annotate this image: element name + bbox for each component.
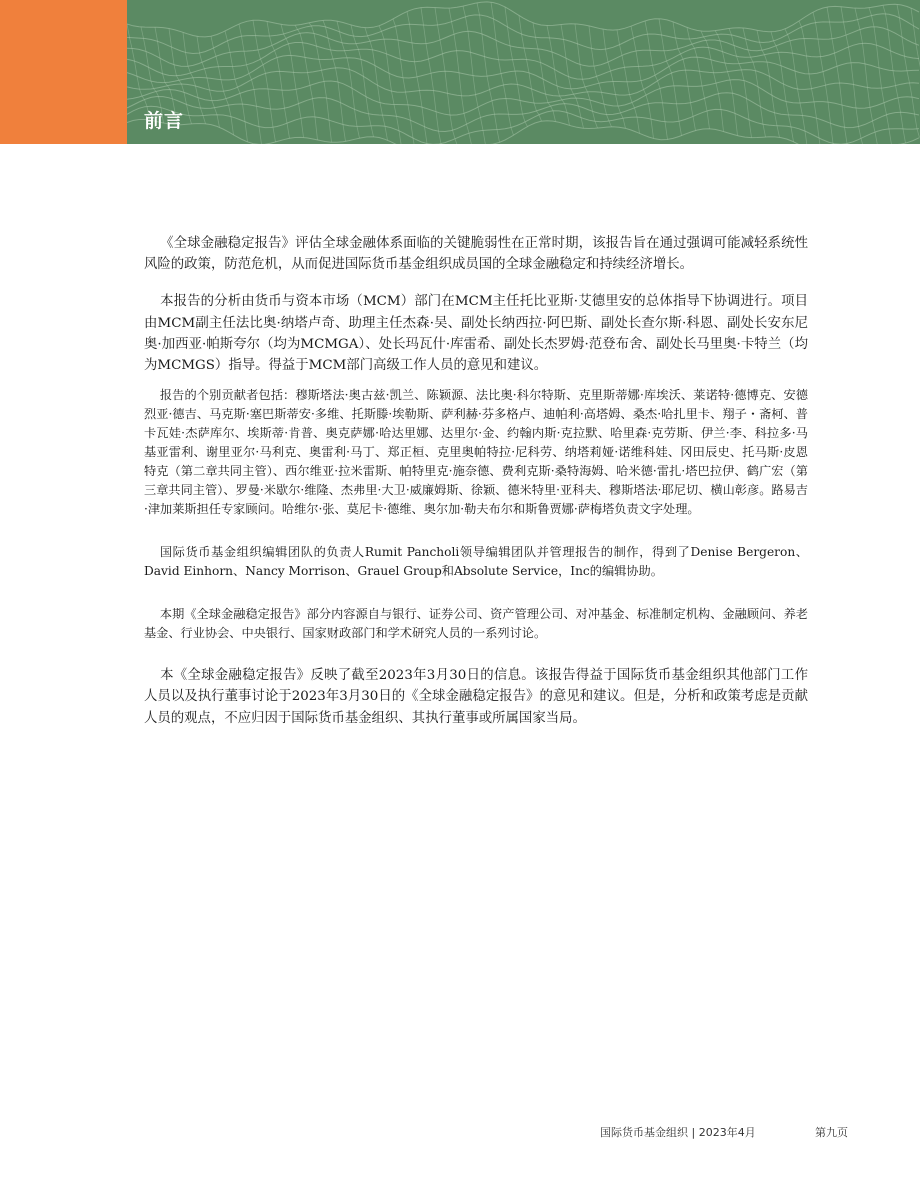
header-banner <box>0 0 920 144</box>
paragraph-editorial: 国际货币基金组织编辑团队的负责人Rumit Pancholi领导编辑团队并管理报告的制作，得到了Denise Bergeron、David Einhorn、Nancy Morrison、Grauel Group和Absolute Service，Inc的编辑协助。 <box>144 545 808 579</box>
paragraph-intro: 《全球金融稳定报告》评估全球金融体系面临的关键脆弱性在正常时期，该报告旨在通过强调可能减轻系统性风险的政策，防范危机，从而促进国际货币基金组织成员国的全球金融稳定和持续经济增长。 <box>144 236 808 273</box>
main-content <box>144 233 808 729</box>
green-wave-band <box>127 0 920 144</box>
paragraph-sources: 本期《全球金融稳定报告》部分内容源自与银行、证券公司、资产管理公司、对冲基金、标准制定机构、金融顾问、养老基金、行业协会、中央银行、国家财政部门和学术研究人员的一系列讨论。 <box>144 607 808 641</box>
wave-pattern <box>127 0 920 144</box>
page-number: 第九页 <box>815 1126 848 1139</box>
paragraph-contributors: 报告的个别贡献者包括：穆斯塔法·奥古兹·凯兰、陈颖源、法比奥·科尔特斯、克里斯蒂娜·库埃沃、莱诺特·德博克、安德烈亚·德吉、马克斯·塞巴斯蒂安·多维、托斯滕·埃勒斯、萨利赫·芬多格卢、迪帕利·高塔姆、桑杰·哈扎里卡、翔子・斋柯、普卡瓦娃·杰萨库尔、埃斯蒂·肯普、奥克萨娜·哈达里娜、达里尔·金、约翰内斯·克拉默、哈里森·克劳斯、伊兰·李、科拉多·马基亚雷利、谢里亚尔·马利克、奥雷利·马丁、郑正桓、克里奥帕特拉·尼科劳、纳塔莉娅·诺维科娃、冈田辰史、托马斯·皮恩特克（第二章共同主管）、西尔维亚·拉米雷斯、帕特里克·施奈德、费利克斯·桑特海姆、哈米德·雷扎·塔巴拉伊、鹤广宏（第三章共同主管）、罗曼·米歇尔·维隆、杰弗里·大卫·威廉姆斯、徐颖、德米特里·亚科夫、穆斯塔法·耶尼切、横山彰彦。路易吉·津加莱斯担任专家顾问。哈维尔·张、莫尼卡·德维、奥尔加·勒夫布尔和斯鲁贾娜·萨梅塔负责文字处理。 <box>144 388 808 517</box>
paragraph-analysis: 本报告的分析由货币与资本市场（MCM）部门在MCM主任托比亚斯·艾德里安的总体指导下协调进行。项目由MCM副主任法比奥·纳塔卢奇、助理主任杰森·吴、副处长纳西拉·阿巴斯、副处长查尔斯·科恩、副处长安东尼奥·加西亚·帕斯夸尔（均为MCMGA）、处长玛瓦什·库雷希、副处长杰罗姆·范登布舍、副处长马里奥·卡特兰（均为MCMGS）指导。得益于MCM部门高级工作人员的意见和建议。 <box>144 294 808 374</box>
paragraph-disclaimer: 本《全球金融稳定报告》反映了截至2023年3月30日的信息。该报告得益于国际货币基金组织其他部门工作人员以及执行董事讨论于2023年3月30日的《全球金融稳定报告》的意见和建议。但是，分析和政策考虑是贡献人员的观点，不应归因于国际货币基金组织、其执行董事或所属国家当局。 <box>144 668 808 726</box>
section-title: 前言 <box>144 110 185 132</box>
footer-org-date: 国际货币基金组织 | 2023年4月 <box>600 1126 756 1139</box>
orange-block <box>0 0 127 144</box>
